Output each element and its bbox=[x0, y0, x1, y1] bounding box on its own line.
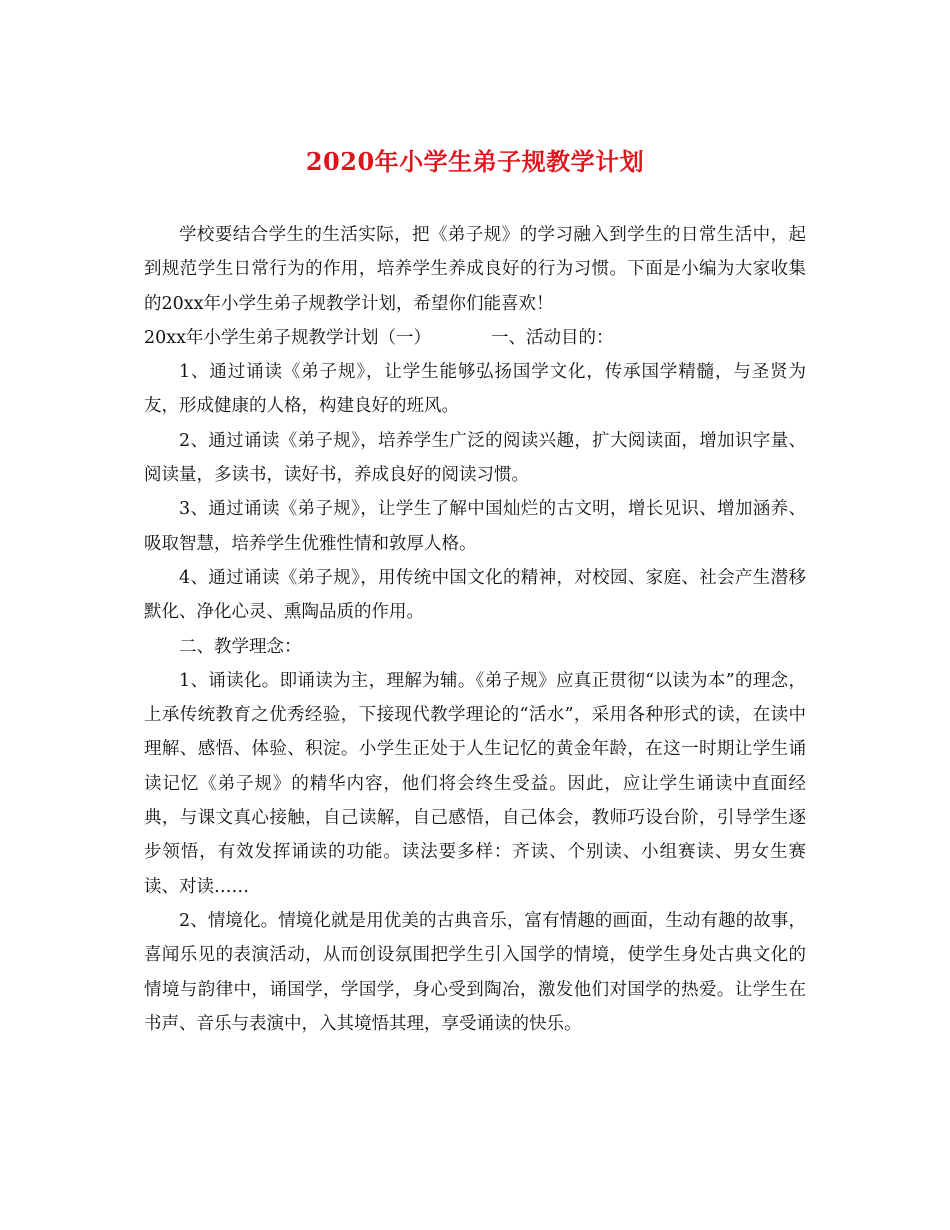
document-page bbox=[144, 0, 806, 1230]
plan-heading-line bbox=[144, 321, 806, 355]
goal-4-paragraph: 4、通过诵读《弟子规》，用传统中国文化的精神，对校园、家庭、社会产生潜移默化、净化心灵、熏陶品质的作用。 bbox=[144, 567, 806, 623]
goal-3-paragraph: 3、通过诵读《弟子规》，让学生了解中国灿烂的古文明，增长见识、增加涵养、吸取智慧，培养学生优雅性情和敦厚人格。 bbox=[144, 499, 806, 554]
document-body bbox=[144, 218, 806, 1041]
idea-2-paragraph: 2、情境化。情境化就是用优美的古典音乐，富有情趣的画面，生动有趣的故事，喜闻乐见的表演活动，从而创设氛围把学生引入国学的情境，使学生身处古典文化的情境与韵律中，诵国学，学国学，身心受到陶冶，激发他们对国学的热爱。让学生在书声、音乐与表演中，入其境悟其理，享受诵读的快乐。 bbox=[144, 910, 806, 1034]
goal-1-paragraph: 1、通过诵读《弟子规》，让学生能够弘扬国学文化，传承国学精髓，与圣贤为友，形成健康的人格，构建良好的班风。 bbox=[144, 362, 806, 417]
plan-heading: 20xx年小学生弟子规教学计划（一） bbox=[144, 327, 432, 348]
intro-paragraph: 学校要结合学生的生活实际，把《弟子规》的学习融入到学生的日常生活中，起到规范学生日常行为的作用，培养学生养成良好的行为习惯。下面是小编为大家收集的20xx年小学生弟子规教学计划，希望你们能喜欢！ bbox=[144, 225, 806, 314]
idea-1-paragraph: 1、诵读化。即诵读为主，理解为辅。《弟子规》应真正贯彻“以读为本”的理念，上承传统教育之优秀经验，下接现代教学理论的“活水”，采用各种形式的读，在读中理解、感悟、体验、积淀。小学生正处于人生记忆的黄金年龄，在这一时期让学生诵读记忆《弟子规》的精华内容，他们将会终生受益。因此，应让学生诵读中直面经典，与课文真心接触，自己读解，自己感悟，自己体会，教师巧设台阶，引导学生逐步领悟，有效发挥诵读的功能。读法要多样：齐读、个别读、小组赛读、男女生赛读、对读…… bbox=[144, 670, 806, 897]
section2-heading: 二、教学理念： bbox=[179, 636, 302, 657]
goal-2-paragraph: 2、通过诵读《弟子规》，培养学生广泛的阅读兴趣，扩大阅读面，增加识字量、阅读量，多读书，读好书，养成良好的阅读习惯。 bbox=[144, 430, 806, 486]
section1-heading: 一、活动目的： bbox=[491, 327, 614, 348]
document-title: 2020年小学生弟子规教学计划 bbox=[305, 147, 645, 176]
